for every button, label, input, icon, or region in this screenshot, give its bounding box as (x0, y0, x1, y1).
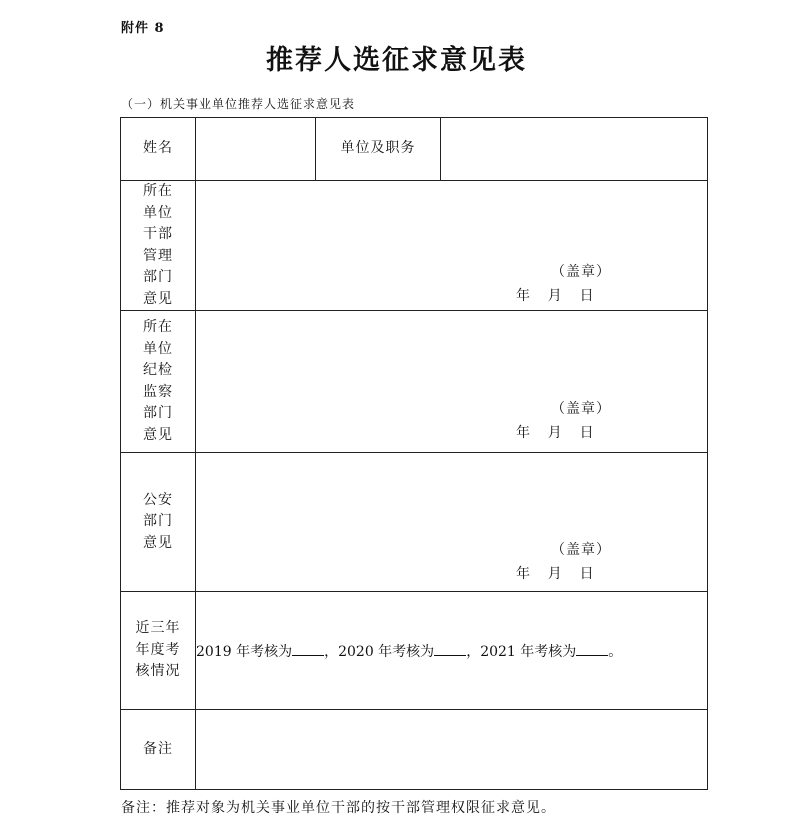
label-line: 部门 (143, 405, 173, 421)
remarks-label: 备注 (121, 710, 196, 790)
label-line: 所在 (143, 319, 173, 335)
label-line: 单位 (143, 340, 173, 357)
evaluation-text: 年考核为 (515, 643, 577, 660)
attachment-number: 附件 8 (121, 21, 165, 36)
evaluation-text: 年考核为 (373, 643, 435, 660)
label-line: 意见 (143, 534, 173, 551)
discipline-inspection-label (121, 311, 196, 453)
cadre-management-opinion-field[interactable] (196, 181, 708, 311)
annual-evaluation-label (121, 592, 196, 710)
name-value-field[interactable] (196, 118, 316, 181)
seal-text: （盖章） (551, 401, 611, 417)
evaluation-text: 年考核为 (231, 643, 293, 660)
unit-position-label: 单位及职务 (316, 118, 441, 181)
seal-text: （盖章） (551, 542, 611, 558)
evaluation-2019-blank[interactable] (292, 643, 324, 656)
seal-text: （盖章） (551, 264, 611, 280)
page-title: 推荐人选征求意见表 (266, 45, 527, 76)
name-row (121, 118, 708, 181)
remarks-row (121, 710, 708, 790)
public-security-opinion-field[interactable] (196, 453, 708, 592)
label-line: 近三年 (135, 620, 181, 637)
year-2020: 2020 (338, 643, 374, 660)
evaluation-2021-blank[interactable] (576, 643, 608, 656)
label-line: 公安 (143, 491, 173, 508)
remarks-field[interactable] (196, 710, 708, 790)
label-line: 意见 (143, 290, 173, 307)
label-line: 部门 (143, 513, 173, 530)
form-subtitle: （一）机关事业单位推荐人选征求意见表 (121, 97, 356, 111)
evaluation-2020-blank[interactable] (434, 643, 466, 656)
label-line: 年度考 (135, 641, 181, 658)
label-line: 纪检 (143, 362, 173, 378)
date-text: 年 月 日 (516, 566, 594, 582)
label-line: 监察 (143, 383, 173, 400)
separator: ， (324, 643, 339, 660)
date-text: 年 月 日 (516, 288, 594, 304)
cadre-management-opinion-row (121, 181, 708, 311)
annual-evaluation-row (121, 592, 708, 710)
separator: ， (466, 643, 481, 660)
year-2021: 2021 (480, 643, 516, 660)
label-line: 管理 (143, 247, 173, 264)
opinion-form-table (120, 117, 708, 790)
discipline-inspection-opinion-row (121, 311, 708, 453)
year-2019: 2019 (196, 643, 232, 660)
label-line: 部门 (143, 269, 173, 285)
public-security-label (121, 453, 196, 592)
label-line: 所在 (143, 183, 173, 199)
period: 。 (608, 643, 623, 660)
annual-evaluation-content (196, 592, 708, 710)
footnote: 备注：推荐对象为机关事业单位干部的按干部管理权限征求意见。 (121, 800, 556, 816)
label-line: 干部 (143, 226, 173, 242)
label-line: 意见 (143, 426, 173, 443)
label-line: 核情况 (135, 663, 181, 680)
date-text: 年 月 日 (516, 425, 594, 441)
name-label: 姓名 (121, 118, 196, 181)
public-security-opinion-row (121, 453, 708, 592)
label-line: 单位 (143, 204, 173, 221)
discipline-inspection-opinion-field[interactable] (196, 311, 708, 453)
cadre-management-label (121, 181, 196, 311)
unit-position-value-field[interactable] (441, 118, 708, 181)
